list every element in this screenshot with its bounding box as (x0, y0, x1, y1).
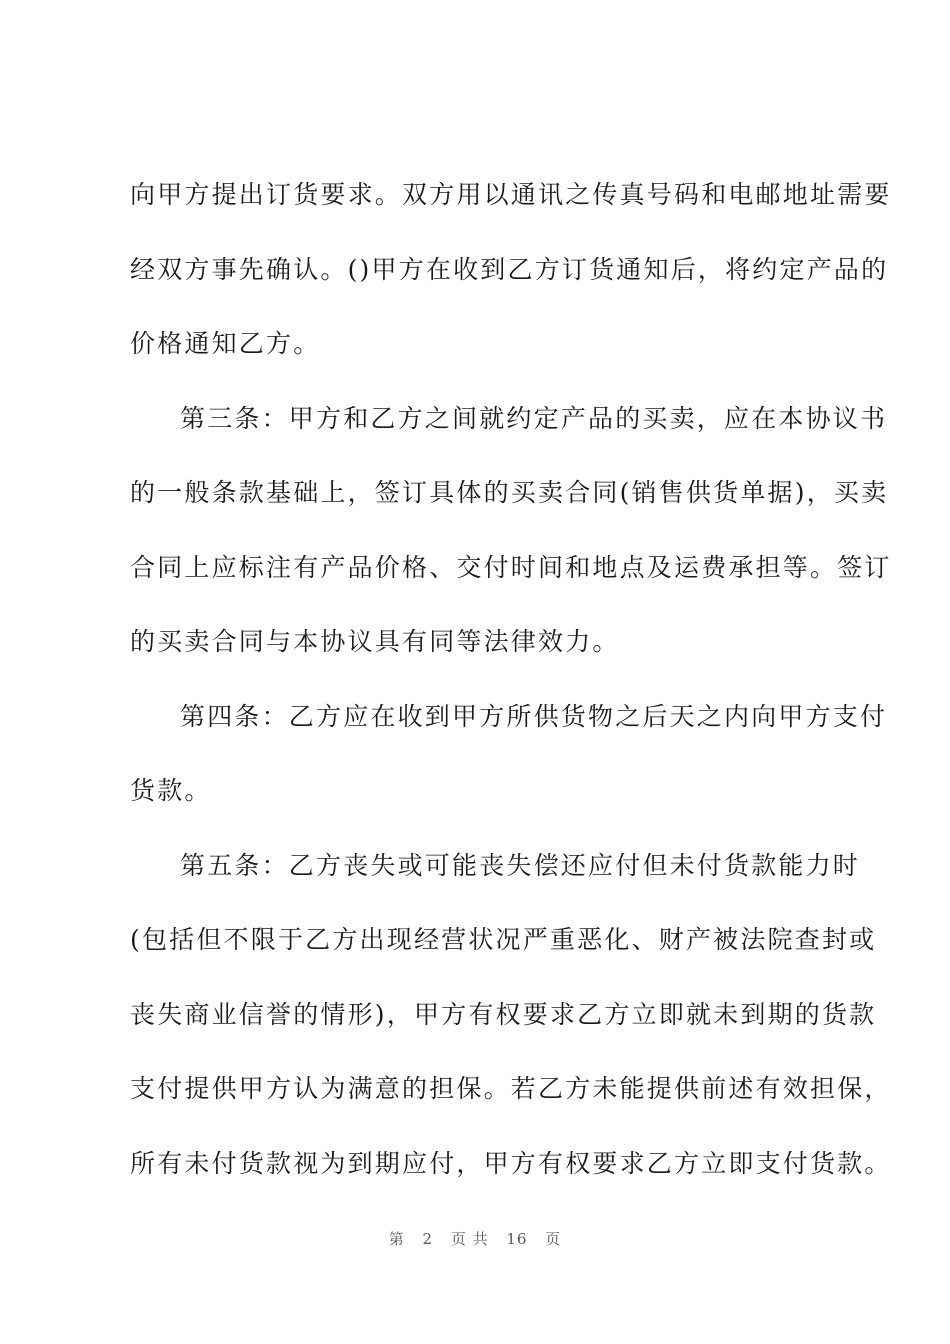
text-line: (包括但不限于乙方出现经营状况严重恶化、财产被法院查封或 (130, 925, 877, 954)
text-line: 所有未付货款视为到期应付，甲方有权要求乙方立即支付货款。 (130, 1148, 892, 1178)
text-line: 丧失商业信誉的情形)，甲方有权要求乙方立即就未到期的货款 (130, 999, 877, 1029)
article-4-first-line: 第四条：乙方应在收到甲方所供货物之后天之内向甲方支付 (180, 701, 888, 731)
page-number: 2 (422, 1230, 434, 1248)
article-5-first-line: 第五条：乙方丧失或可能丧失偿还应付但未付货款能力时 (180, 850, 861, 880)
total-pages: 16 (506, 1230, 528, 1248)
text-line: 合同上应标注有产品价格、交付时间和地点及运费承担等。签订 (130, 552, 892, 582)
text-line: 的买卖合同与本协议具有同等法律效力。 (130, 627, 620, 656)
article-3-first-line: 第三条：甲方和乙方之间就约定产品的买卖，应在本协议书 (180, 403, 888, 433)
text-line: 经双方事先确认。()甲方在收到乙方订货通知后，将约定产品的 (130, 254, 889, 284)
page-footer (0, 1228, 950, 1249)
footer-prefix: 第 (388, 1230, 405, 1248)
footer-suffix: 页 (545, 1230, 562, 1248)
text-line: 货款。 (130, 776, 212, 805)
footer-middle: 页 共 (450, 1230, 489, 1248)
text-line: 价格通知乙方。 (130, 329, 321, 358)
text-line: 支付提供甲方认为满意的担保。若乙方未能提供前述有效担保， (130, 1074, 892, 1103)
text-line: 的一般条款基础上，签订具体的买卖合同(销售供货单据)，买卖 (130, 478, 889, 507)
text-line: 向甲方提出订货要求。双方用以通讯之传真号码和电邮地址需要 (130, 180, 892, 209)
body-text (130, 158, 892, 1201)
